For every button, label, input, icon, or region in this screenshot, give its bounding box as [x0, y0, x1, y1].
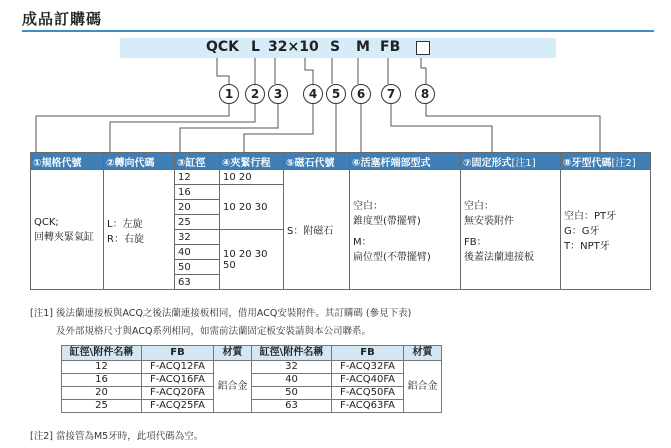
acc-fb: F-ACQ20FA [142, 387, 214, 400]
code-m: M [356, 39, 370, 55]
acc-header-fb: FB [142, 346, 214, 361]
acc-bore: 16 [62, 374, 142, 387]
header-bore: ③缸徑 [175, 153, 220, 170]
stroke-cell: 10 20 [220, 170, 284, 185]
bore-cell: 32 [175, 230, 220, 245]
header-mount: ⑦固定形式[注1] [461, 153, 561, 170]
acc-bore: 20 [62, 387, 142, 400]
connector-lines [0, 0, 671, 160]
acc-fb: F-ACQ50FA [332, 387, 404, 400]
note-1-line-1: [注1] 後法蘭連接板與ACQ之後法蘭連接板相同，借用ACQ安裝附件。其訂購碼 (參見下表) [30, 308, 412, 319]
bore-cell: 63 [175, 275, 220, 290]
marker-2: 2 [245, 84, 265, 104]
header-stroke: ④夾緊行程 [220, 153, 284, 170]
bore-cell: 50 [175, 260, 220, 275]
marker-4: 4 [303, 84, 323, 104]
acc-fb: F-ACQ25FA [142, 400, 214, 413]
code-l: L [251, 39, 260, 55]
acc-bore: 50 [252, 387, 332, 400]
spec-cell: QCK; 回轉夾緊氣缸 [31, 170, 104, 290]
marker-8: 8 [415, 84, 435, 104]
bore-cell: 20 [175, 200, 220, 215]
header-spec: ①規格代號 [31, 153, 104, 170]
code-qck: QCK [206, 39, 240, 55]
header-rod: ⑥活塞杆端部型式 [350, 153, 461, 170]
spec-table [30, 152, 651, 290]
acc-fb: F-ACQ63FA [332, 400, 404, 413]
marker-3: 3 [268, 84, 288, 104]
marker-7: 7 [381, 84, 401, 104]
header-magnet: ⑤磁石代號 [284, 153, 350, 170]
magnet-cell: S：附磁石 [284, 170, 350, 290]
marker-6: 6 [351, 84, 371, 104]
acc-fb: F-ACQ16FA [142, 374, 214, 387]
acc-fb: F-ACQ12FA [142, 361, 214, 374]
bore-cell: 12 [175, 170, 220, 185]
acc-bore: 32 [252, 361, 332, 374]
acc-fb: F-ACQ32FA [332, 361, 404, 374]
marker-5: 5 [326, 84, 346, 104]
acc-bore: 12 [62, 361, 142, 374]
bore-cell: 25 [175, 215, 220, 230]
marker-1: 1 [219, 84, 239, 104]
acc-bore: 25 [62, 400, 142, 413]
acc-header-fb: FB [332, 346, 404, 361]
acc-header-material: 材質 [404, 346, 442, 361]
acc-fb: F-ACQ40FA [332, 374, 404, 387]
acc-bore: 40 [252, 374, 332, 387]
acc-bore: 63 [252, 400, 332, 413]
header-thread: ⑧牙型代碼[注2] [561, 153, 651, 170]
page-title: 成品訂購碼 [22, 10, 103, 28]
bore-cell: 40 [175, 245, 220, 260]
acc-header-material: 材質 [214, 346, 252, 361]
acc-material: 鋁合金 [404, 361, 442, 413]
code-size: 32×10 [268, 39, 319, 55]
stroke-cell: 10 20 30 50 [220, 230, 284, 290]
note-1-line-2: 及外部規格尺寸與ACQ系列相同，如需前法蘭固定板安裝請與本公司聯系。 [56, 326, 371, 337]
mount-cell: 空白： 無安裝附件 FB： 後蓋法蘭連接板 [461, 170, 561, 290]
accessory-table [61, 345, 442, 413]
thread-cell: 空白：PT牙 G：G牙 T：NPT牙 [561, 170, 651, 290]
code-s: S [330, 39, 341, 55]
acc-header-bore: 缸徑\附件名稱 [62, 346, 142, 361]
stroke-cell: 10 20 30 [220, 185, 284, 230]
rod-cell: 空白： 錐度型(帶擺臂) M： 扁位型(不帶擺臂) [350, 170, 461, 290]
turn-cell: L：左旋 R：右旋 [104, 170, 175, 290]
acc-material: 鋁合金 [214, 361, 252, 413]
code-fb: FB [380, 39, 401, 55]
bore-cell: 16 [175, 185, 220, 200]
acc-header-bore: 缸徑\附件名稱 [252, 346, 332, 361]
header-turn: ②轉向代碼 [104, 153, 175, 170]
note-2: [注2] 當接管為M5牙時，此項代碼為空。 [30, 431, 204, 442]
